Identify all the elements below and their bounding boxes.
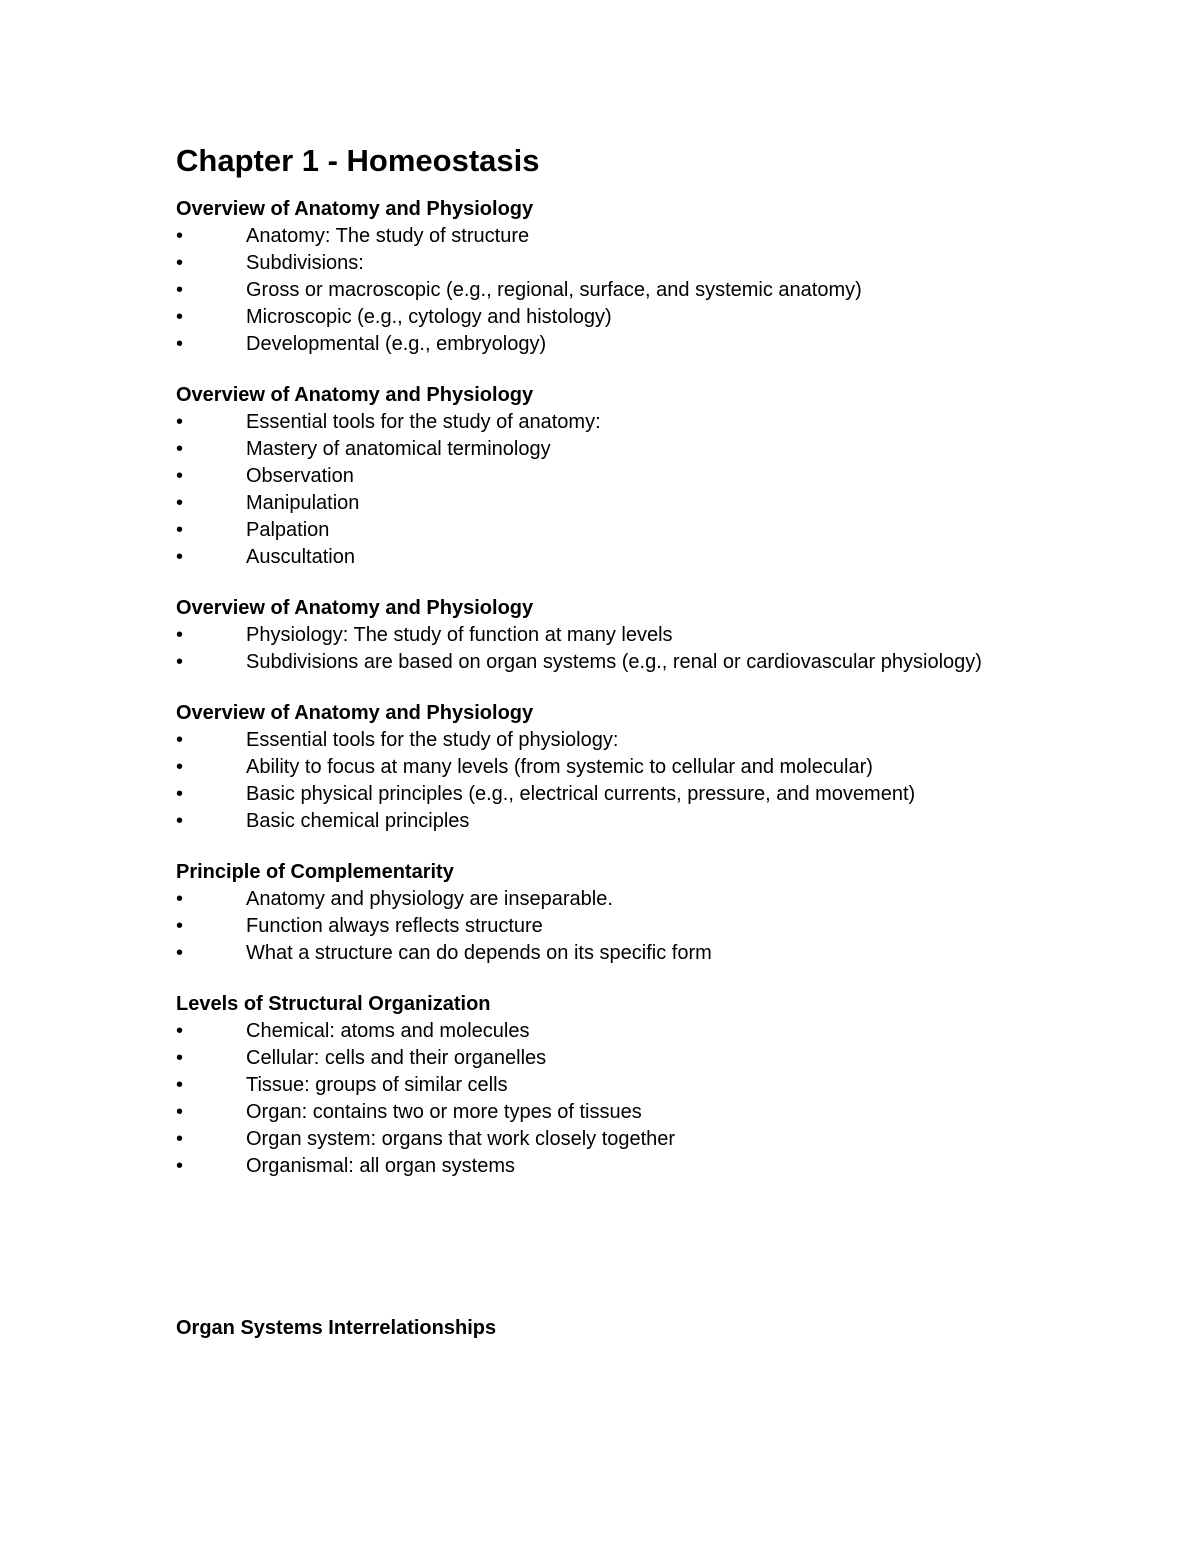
bullet-icon: • xyxy=(176,624,184,646)
list-item xyxy=(176,409,1016,436)
list-item xyxy=(176,1153,1016,1180)
document-title: Chapter 1 - Homeostasis xyxy=(176,143,540,178)
list-item xyxy=(176,1045,1016,1072)
document-page xyxy=(176,138,1016,1342)
list-item-text: Subdivisions: xyxy=(246,252,364,274)
list-item xyxy=(176,517,1016,544)
bullet-list xyxy=(176,223,1016,358)
section-heading: Overview of Anatomy and Physiology xyxy=(176,597,534,619)
bullet-icon: • xyxy=(176,225,184,247)
bullet-icon: • xyxy=(176,546,184,568)
list-item-text: Essential tools for the study of physiology: xyxy=(246,729,619,751)
list-item xyxy=(176,913,1016,940)
bullet-list xyxy=(176,622,1016,676)
bullet-list xyxy=(176,1018,1016,1180)
bullet-list xyxy=(176,409,1016,571)
list-item-text: What a structure can do depends on its specific form xyxy=(246,942,712,964)
section-heading: Principle of Complementarity xyxy=(176,861,454,883)
section-heading-organ-systems: Organ Systems Interrelationships xyxy=(176,1317,497,1339)
document-section xyxy=(176,991,1016,1180)
section-heading: Overview of Anatomy and Physiology xyxy=(176,702,534,724)
sections-container xyxy=(176,196,1016,1180)
list-item xyxy=(176,436,1016,463)
list-item-text: Organismal: all organ systems xyxy=(246,1155,515,1177)
list-item-text: Organ: contains two or more types of tissues xyxy=(246,1101,642,1123)
bullet-icon: • xyxy=(176,1101,184,1123)
bullet-icon: • xyxy=(176,942,184,964)
list-item xyxy=(176,781,1016,808)
list-item-text: Microscopic (e.g., cytology and histology) xyxy=(246,306,612,328)
bullet-icon: • xyxy=(176,810,184,832)
bullet-icon: • xyxy=(176,306,184,328)
bullet-icon: • xyxy=(176,1074,184,1096)
list-item-text: Organ system: organs that work closely together xyxy=(246,1128,676,1150)
list-item xyxy=(176,490,1016,517)
list-item xyxy=(176,463,1016,490)
bullet-list xyxy=(176,727,1016,835)
list-item xyxy=(176,1099,1016,1126)
bullet-icon: • xyxy=(176,465,184,487)
list-item-text: Ability to focus at many levels (from systemic to cellular and molecular) xyxy=(246,756,873,778)
bullet-list xyxy=(176,886,1016,967)
list-item-text: Chemical: atoms and molecules xyxy=(246,1020,530,1042)
list-item xyxy=(176,250,1016,277)
list-item-text: Cellular: cells and their organelles xyxy=(246,1047,547,1069)
list-item xyxy=(176,754,1016,781)
list-item xyxy=(176,886,1016,913)
list-item-text: Basic chemical principles xyxy=(246,810,470,832)
list-item-text: Function always reflects structure xyxy=(246,915,543,937)
list-item-text: Anatomy and physiology are inseparable. xyxy=(246,888,613,910)
bullet-icon: • xyxy=(176,729,184,751)
list-item xyxy=(176,304,1016,331)
list-item xyxy=(176,1126,1016,1153)
list-item-text: Observation xyxy=(246,465,354,487)
list-item-text: Subdivisions are based on organ systems (e.g., renal or cardiovascular physiology) xyxy=(246,651,982,673)
list-item xyxy=(176,331,1016,358)
list-item xyxy=(176,727,1016,754)
list-item-text: Palpation xyxy=(246,519,330,541)
list-item xyxy=(176,544,1016,571)
bullet-icon: • xyxy=(176,492,184,514)
bullet-icon: • xyxy=(176,252,184,274)
bullet-icon: • xyxy=(176,1047,184,1069)
list-item xyxy=(176,808,1016,835)
list-item-text: Tissue: groups of similar cells xyxy=(246,1074,508,1096)
list-item-text: Manipulation xyxy=(246,492,360,514)
section-heading: Levels of Structural Organization xyxy=(176,993,491,1015)
list-item xyxy=(176,1018,1016,1045)
bullet-icon: • xyxy=(176,438,184,460)
list-item-text: Gross or macroscopic (e.g., regional, surface, and systemic anatomy) xyxy=(246,279,862,301)
bullet-icon: • xyxy=(176,279,184,301)
bullet-icon: • xyxy=(176,756,184,778)
list-item xyxy=(176,622,1016,649)
document-section xyxy=(176,382,1016,571)
list-item xyxy=(176,223,1016,250)
bullet-icon: • xyxy=(176,651,184,673)
list-item xyxy=(176,649,1016,676)
list-item-text: Developmental (e.g., embryology) xyxy=(246,333,547,355)
bullet-icon: • xyxy=(176,783,184,805)
list-item xyxy=(176,277,1016,304)
list-item-text: Essential tools for the study of anatomy: xyxy=(246,411,601,433)
blank-space xyxy=(176,1204,1016,1315)
bullet-icon: • xyxy=(176,1020,184,1042)
list-item xyxy=(176,1072,1016,1099)
bullet-icon: • xyxy=(176,1155,184,1177)
document-section xyxy=(176,859,1016,967)
bullet-icon: • xyxy=(176,1128,184,1150)
bullet-icon: • xyxy=(176,888,184,910)
list-item-text: Mastery of anatomical terminology xyxy=(246,438,551,460)
bullet-icon: • xyxy=(176,411,184,433)
list-item xyxy=(176,940,1016,967)
section-heading: Overview of Anatomy and Physiology xyxy=(176,384,534,406)
list-item-text: Basic physical principles (e.g., electrical currents, pressure, and movement) xyxy=(246,783,916,805)
bullet-icon: • xyxy=(176,333,184,355)
document-section xyxy=(176,196,1016,358)
list-item-text: Physiology: The study of function at many levels xyxy=(246,624,673,646)
document-section xyxy=(176,700,1016,835)
list-item-text: Auscultation xyxy=(246,546,355,568)
list-item-text: Anatomy: The study of structure xyxy=(246,225,530,247)
bullet-icon: • xyxy=(176,915,184,937)
section-heading: Overview of Anatomy and Physiology xyxy=(176,198,534,220)
document-section xyxy=(176,595,1016,676)
bullet-icon: • xyxy=(176,519,184,541)
